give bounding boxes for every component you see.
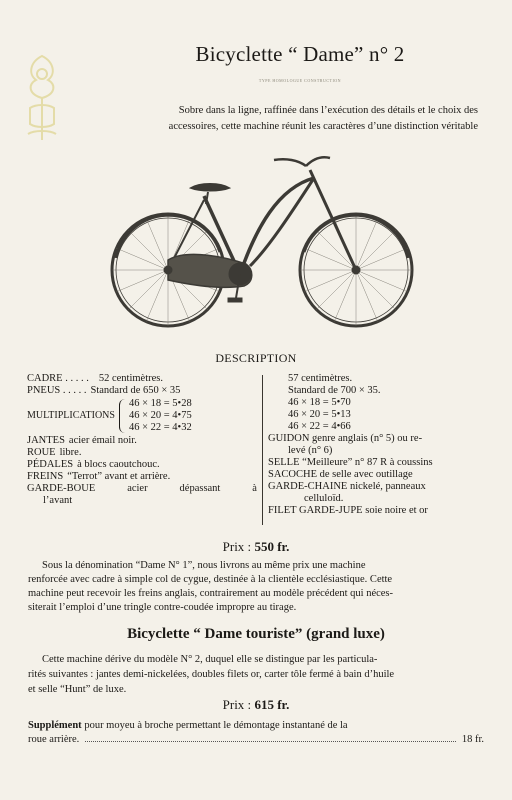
spec-sacoche [268,469,483,481]
dame-no1-paragraph [28,559,484,615]
brace-symbol [119,399,126,433]
spec-key: SACOCHE [268,469,318,480]
spec-key: GARDE-CHAINE [268,481,348,492]
paragraph-line: rités suivantes : jantes demi-nickelées, doubles filets or, carter tôle fermé à bain d’huile [28,669,395,680]
multiplication-value: 46 × 22 = 4•66 [288,421,351,432]
spec-garde-chaine [268,481,483,493]
paragraph-line: renforcée avec cadre à simple col de cygue, destinée à la clientèle ecclésiastique. Cette [28,574,393,585]
spec-value: Standard de 650 × 35 [90,385,181,396]
supplement-line2: roue arrière. [28,734,80,745]
spec-value: “Terrot” avant et arrière. [67,471,171,482]
supplement-keyword: Supplément [28,720,82,731]
multiplication-values [129,398,192,434]
spec-multiplications [27,398,257,434]
intro-text [118,103,478,135]
spec-guidon [268,433,483,445]
spec-pneus [27,385,257,397]
supplement-line [28,719,484,733]
multiplication-value: 46 × 22 = 4•32 [128,422,192,433]
supplement-text: pour moyeu à broche permettant le démontage instantané de la [84,720,348,731]
bicycle-illustration [108,148,416,332]
multiplication-value: 46 × 20 = 5•13 [288,409,351,420]
spec-value: genre anglais (n° 5) ou re- [312,433,423,444]
price-label: Prix : [222,697,252,712]
page-subtitle: TYPE HOMOLOGUE CONSTRUCTION [258,78,342,83]
spec-garde-boue [27,483,257,495]
spec-filet [268,505,483,517]
spec-selle [268,457,483,469]
spec-key: MULTIPLICATIONS [27,410,115,421]
spec-value: libre. [59,447,82,458]
spec-key: JANTES [27,435,65,446]
paragraph-line: machine peut recevoir les freins anglais, contrairement au modèle précédent qui néces- [28,588,394,599]
dot-leader [85,741,456,742]
column-divider [262,375,263,525]
spec-jantes [27,435,257,447]
spec-word: dépassant [179,483,221,494]
page-title: Bicyclette “ Dame” n° 2 [195,42,405,66]
spec-value: 52 centimètres. [98,373,163,384]
multiplication-value: 46 × 20 = 4•75 [128,410,192,421]
spec-value: acier émail noir. [68,435,137,446]
spec-key: PÉDALES [27,459,74,470]
spec-key: PNEUS . . . . . [27,385,87,396]
spec-value: soie noire et or [365,505,428,516]
spec-value: “Meilleure” n° 87 R à coussins [302,457,433,468]
spec-cadre [27,373,257,385]
intro-line: accessoires, cette machine réunit les caractères d’une distinction véritable [168,121,478,132]
art-nouveau-ornament [22,52,62,144]
spec-key: GUIDON [268,433,310,444]
spec-word: acier [127,483,148,494]
spec-key: CADRE . . . . . [27,373,89,384]
supplement-note [28,719,484,747]
paragraph-line: siterait l’emploi d’une tringle contre-coudée impropre au tirage. [28,602,297,613]
supplement-price: 18 fr. [461,734,484,745]
spec-freins [27,471,257,483]
supplement-price-line [28,733,484,747]
price-dame [0,539,512,555]
spec-pedales [27,459,257,471]
spec-key: FILET GARDE-JUPE [268,505,363,516]
multiplication-value: 46 × 18 = 5•70 [288,397,351,408]
price-touriste [0,697,512,713]
spec-key: SELLE [268,457,300,468]
spec-garde-boue-continued: l’avant [43,495,73,506]
specs-left-column [27,373,257,507]
specs-right-column [268,373,483,517]
spec-garde-chaine-continued: celluloïd. [304,493,344,504]
spec-key: ROUE [27,447,56,458]
intro-line: Sobre dans la ligne, raffinée dans l’exécution des détails et le choix des [178,105,478,116]
spec-value: nickelé, panneaux [349,481,426,492]
price-label: Prix : [222,539,252,554]
description-heading: DESCRIPTION [215,351,297,365]
spec-value: de selle avec outillage [319,469,413,480]
touriste-paragraph [28,652,484,697]
touriste-heading: Bicyclette “ Dame touriste” (grand luxe) [127,626,385,642]
price-value: 615 fr. [254,697,290,712]
spec-key: GARDE-BOUE [27,483,96,494]
spec-pneus-alt: Standard de 700 × 35. [288,385,381,396]
spec-key: FREINS [27,471,64,482]
spec-value: à blocs caoutchouc. [77,459,160,470]
paragraph-line: Sous la dénomination “Dame N° 1”, nous livrons au même prix une machine [42,560,366,571]
paragraph-line: et selle “Hunt” de luxe. [28,684,127,695]
multiplication-value: 46 × 18 = 5•28 [128,398,192,409]
spec-word: à [252,483,257,494]
paragraph-line: Cette machine dérive du modèle N° 2, duquel elle se distingue par les particula- [42,654,378,665]
spec-roue [27,447,257,459]
spec-guidon-continued: levé (n° 6) [288,445,333,456]
spec-cadre-alt: 57 centimètres. [288,373,353,384]
price-value: 550 fr. [254,539,290,554]
